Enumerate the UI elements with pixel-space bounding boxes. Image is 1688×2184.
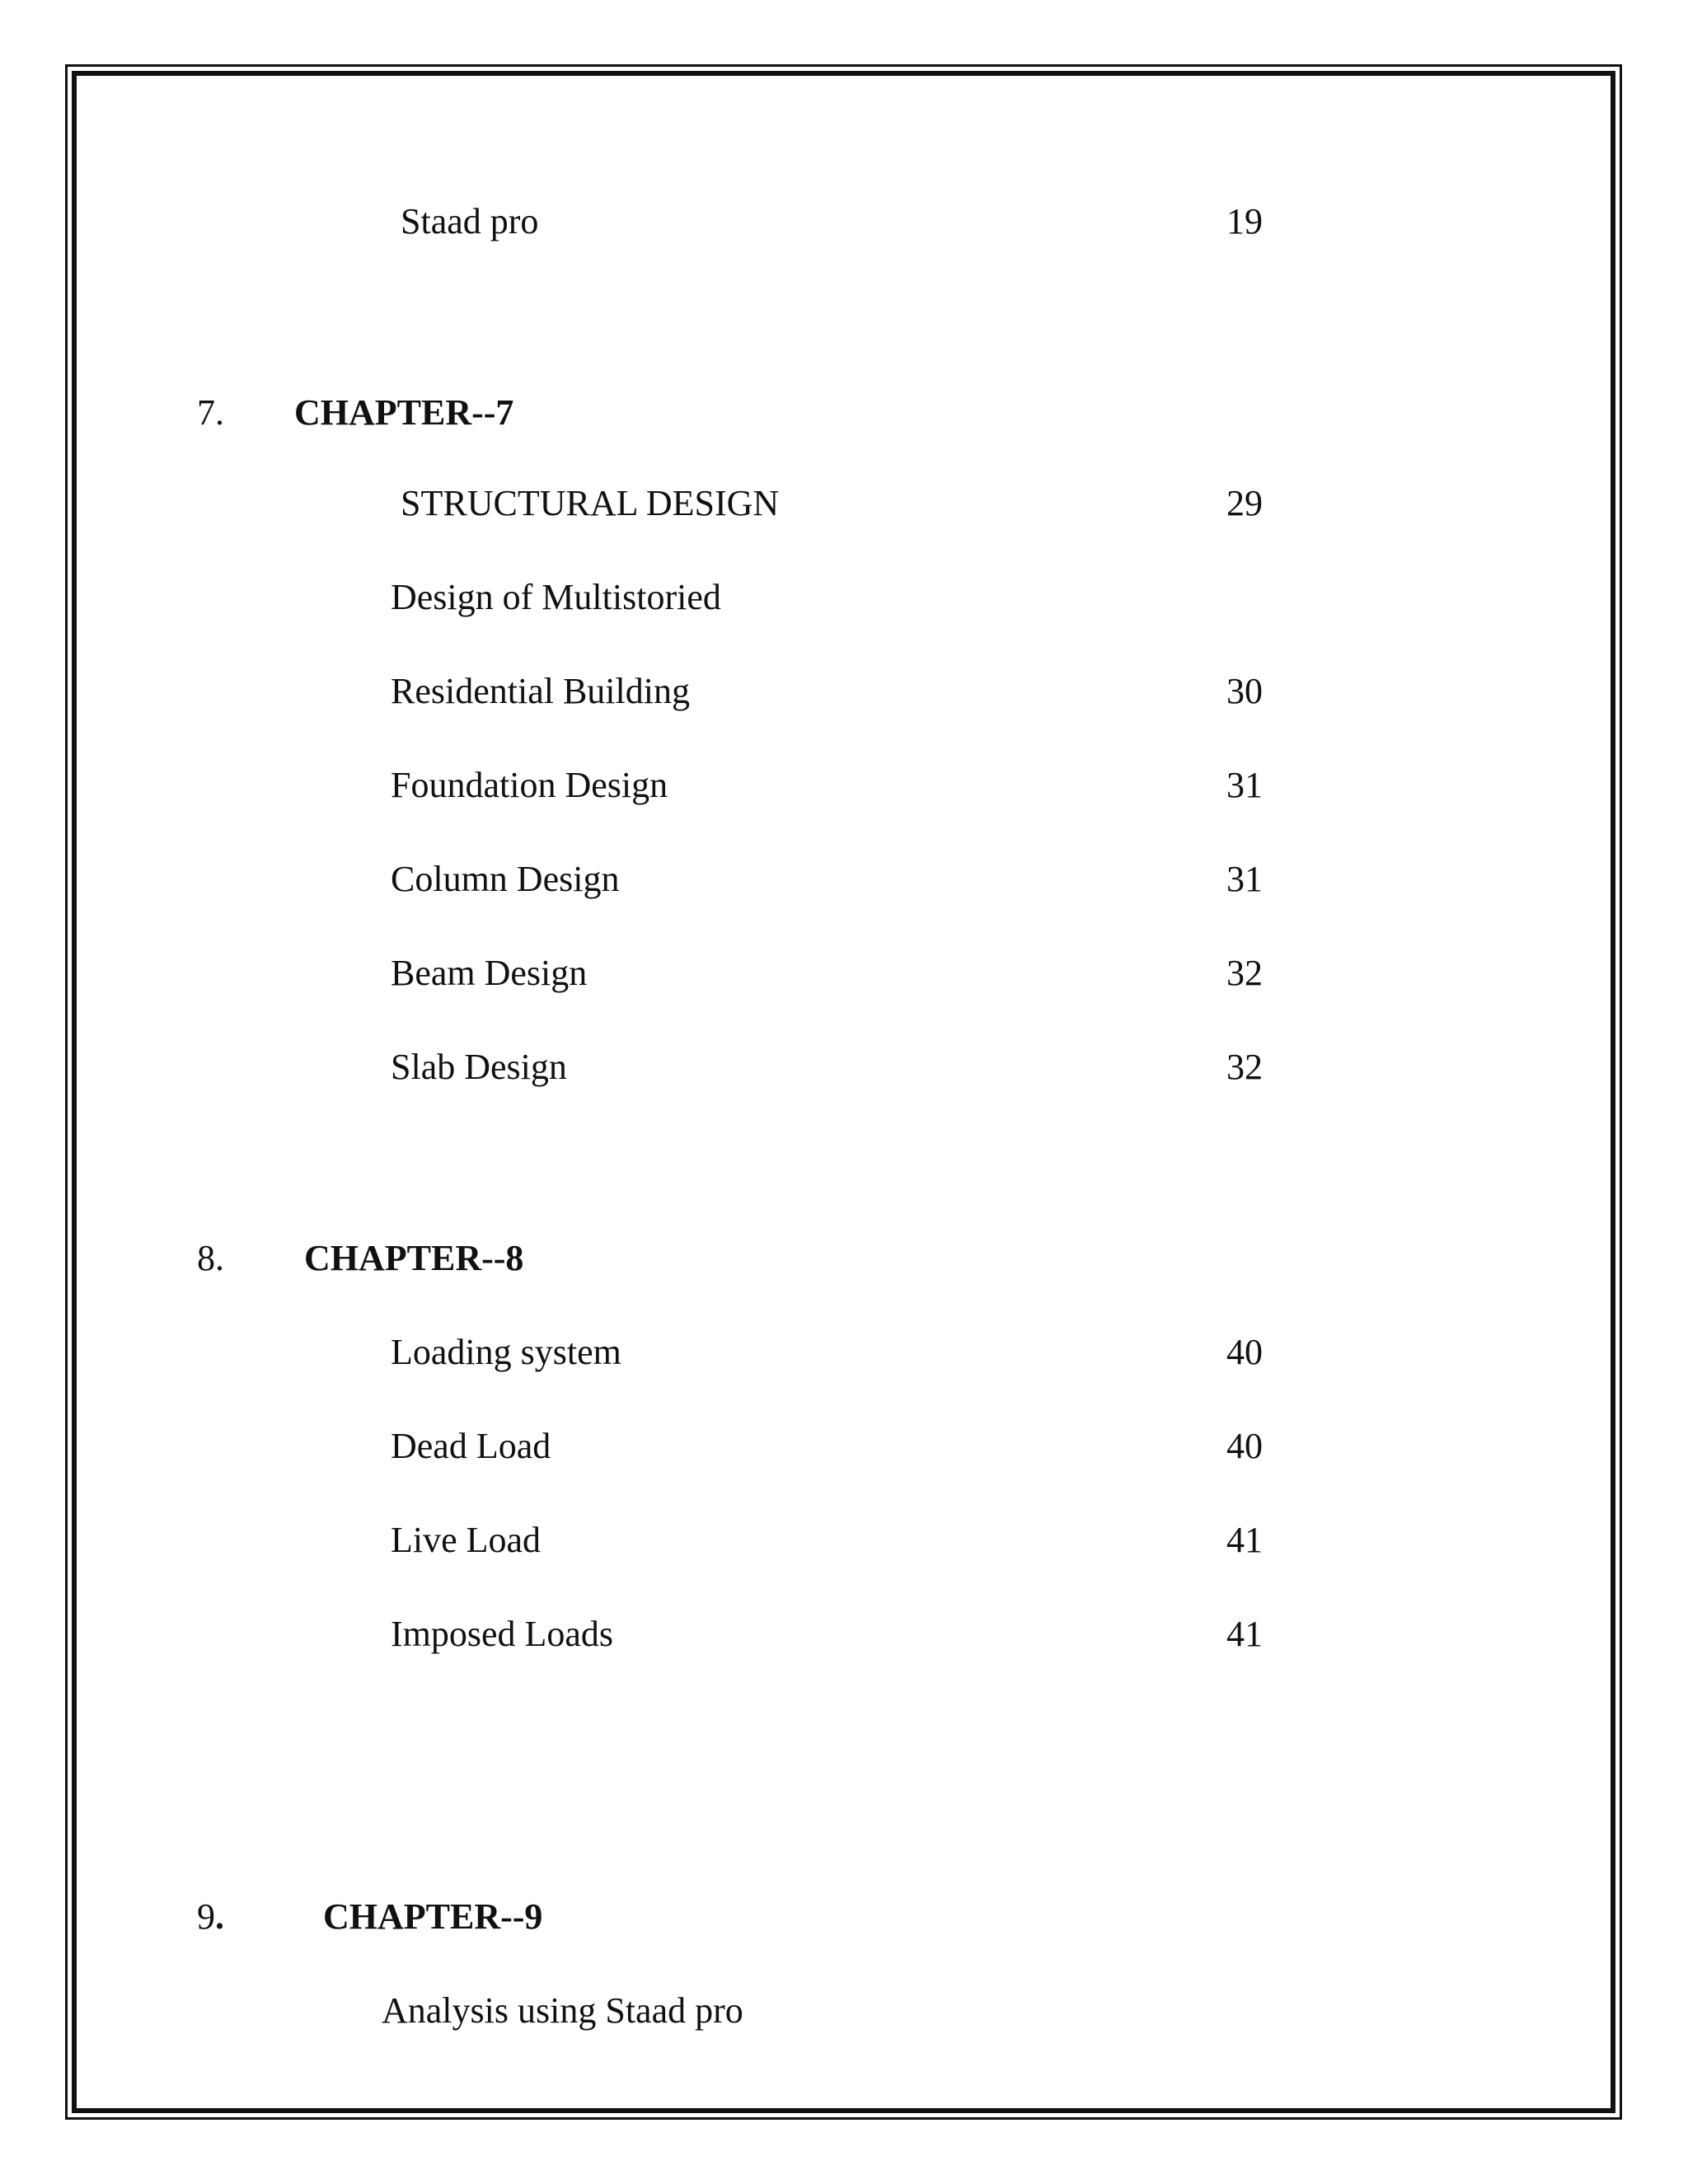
page-border-inner bbox=[72, 71, 1615, 2113]
chapter-number bbox=[197, 1896, 224, 1937]
toc-entry-page: 41 bbox=[1226, 1520, 1263, 1560]
toc-entry-title: Loading system bbox=[391, 1332, 621, 1372]
toc-entry-page: 40 bbox=[1226, 1332, 1263, 1372]
toc-entry-page: 31 bbox=[1226, 765, 1263, 805]
chapter-number-digit: 9 bbox=[197, 1896, 215, 1937]
toc-entry-title: Dead Load bbox=[391, 1426, 551, 1466]
chapter-heading: CHAPTER--9 bbox=[323, 1896, 543, 1937]
toc-entry-page: 41 bbox=[1226, 1614, 1263, 1654]
toc-entry-page: 31 bbox=[1226, 859, 1263, 899]
toc-entry-title: Analysis using Staad pro bbox=[382, 1990, 743, 2031]
toc-entry-page: 30 bbox=[1226, 671, 1263, 711]
toc-entry-title: Foundation Design bbox=[391, 765, 668, 805]
chapter-heading: CHAPTER--7 bbox=[294, 392, 514, 433]
toc-entry-title: Residential Building bbox=[391, 671, 690, 711]
chapter-number: 8. bbox=[197, 1238, 224, 1278]
toc-entry-title: Live Load bbox=[391, 1520, 542, 1560]
toc-entry-title: Slab Design bbox=[391, 1047, 567, 1087]
chapter-heading: CHAPTER--8 bbox=[304, 1238, 524, 1278]
toc-entry-page: 29 bbox=[1226, 483, 1263, 523]
toc-entry-page: 32 bbox=[1226, 1047, 1263, 1087]
chapter-number-dot: . bbox=[215, 1896, 224, 1937]
toc-entry-page: 32 bbox=[1226, 953, 1263, 993]
toc-entry-page: 19 bbox=[1226, 201, 1263, 241]
toc-entry-title: STRUCTURAL DESIGN bbox=[401, 483, 780, 523]
chapter-number: 7. bbox=[197, 392, 224, 433]
toc-entry-page: 40 bbox=[1226, 1426, 1263, 1466]
toc-entry-title: Column Design bbox=[391, 859, 620, 899]
toc-entry-title: Design of Multistoried bbox=[391, 577, 721, 617]
toc-entry-title: Beam Design bbox=[391, 953, 588, 993]
toc-entry-title: Imposed Loads bbox=[391, 1614, 614, 1654]
toc-entry-title: Staad pro bbox=[401, 201, 539, 241]
